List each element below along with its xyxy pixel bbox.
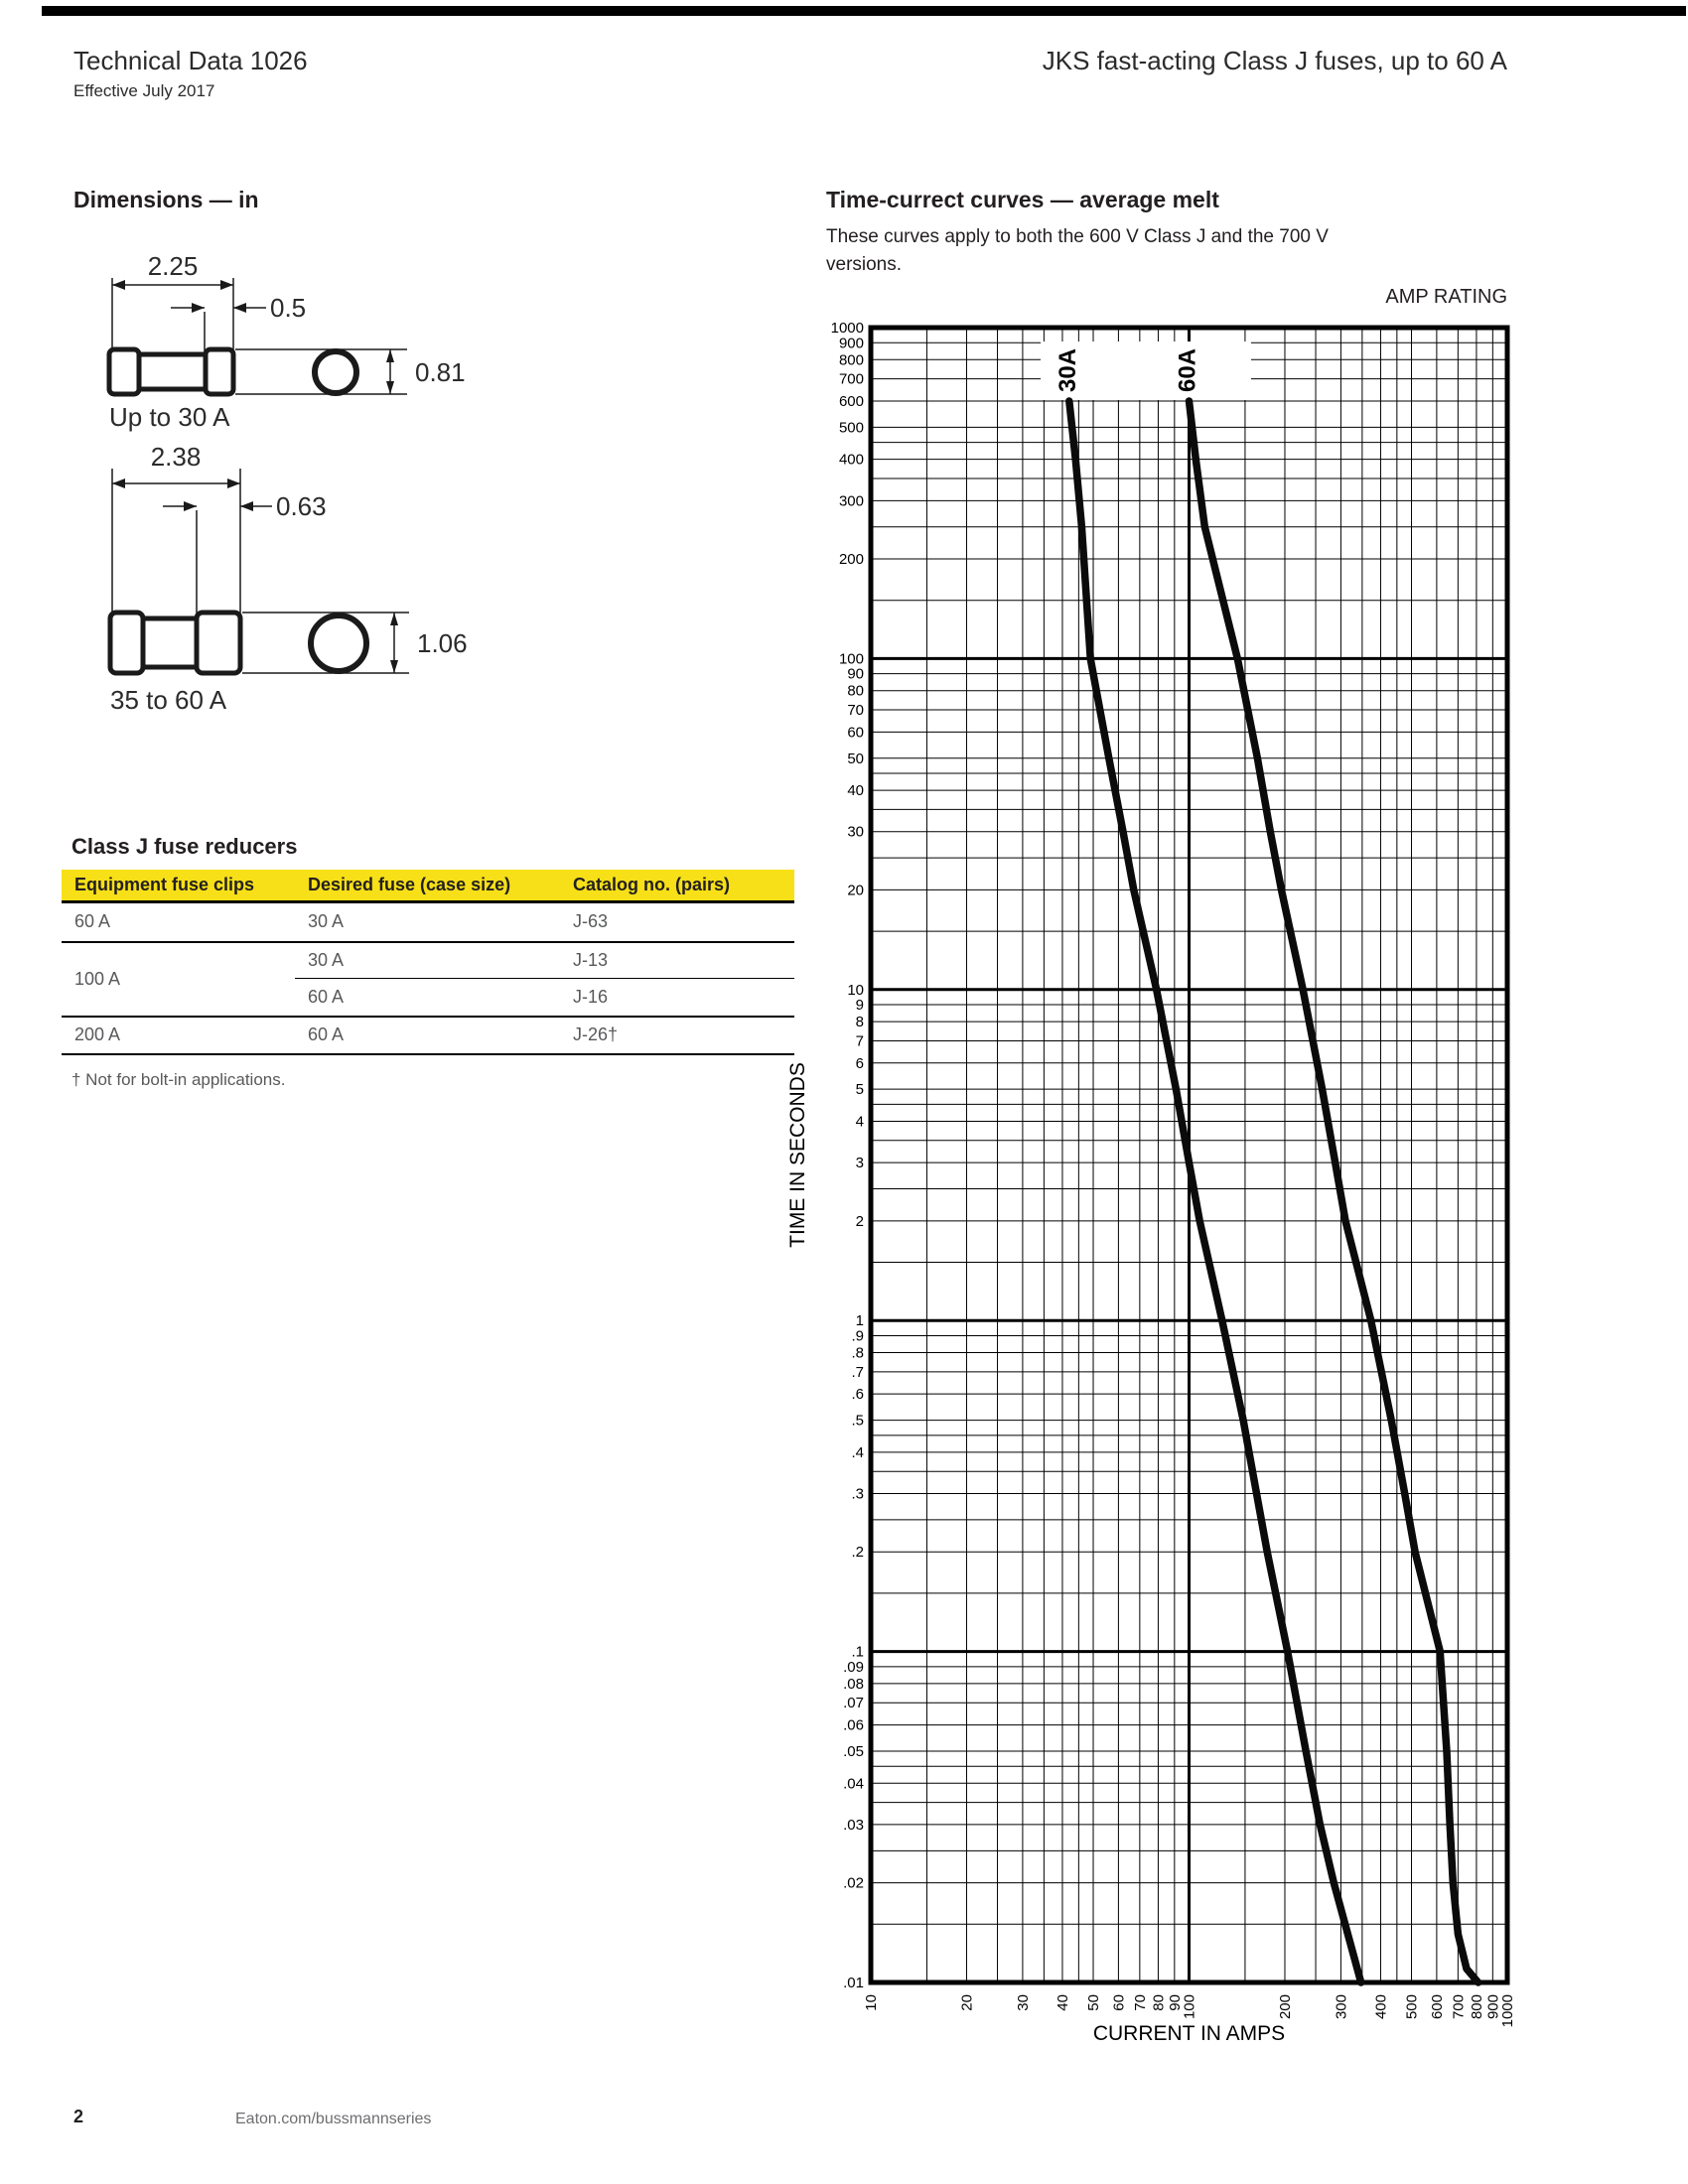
cell-clips: 100 A [62, 942, 295, 1017]
y-tick-8: 8 [855, 1014, 864, 1031]
fuse-end-view-circle [315, 351, 356, 393]
y-tick-6: 6 [855, 1054, 864, 1072]
fuse-body [143, 618, 197, 667]
cell-catalog: J-63 [560, 902, 794, 942]
dim-cap-label: 0.5 [270, 293, 307, 323]
x-tick-400: 400 [1372, 1994, 1390, 2020]
table-row [62, 942, 794, 979]
dim-diameter-label: 0.81 [415, 357, 466, 387]
dim-length-label: 2.25 [147, 251, 199, 281]
y-tick-80: 80 [847, 682, 864, 700]
cell-fuse: 60 A [295, 1017, 560, 1054]
y-tick-30: 30 [847, 823, 864, 841]
fuse-end-cap-right [197, 613, 240, 673]
y-tick-800: 800 [838, 351, 864, 369]
y-tick-3: 3 [855, 1155, 864, 1172]
y-tick-.9: .9 [851, 1327, 864, 1345]
y-tick-20: 20 [847, 882, 864, 899]
y-tick-.2: .2 [851, 1544, 864, 1562]
top-accent-bar [42, 6, 1686, 16]
curve-label-30A: 30A [1054, 347, 1081, 393]
y-tick-400: 400 [838, 451, 864, 469]
y-tick-700: 700 [838, 370, 864, 388]
table-header-row [62, 870, 794, 902]
x-tick-70: 70 [1131, 1994, 1149, 2011]
y-tick-.07: .07 [843, 1695, 864, 1712]
footer-url-link[interactable]: Eaton.com/bussmannseries [235, 2111, 432, 2127]
cell-catalog: J-13 [560, 942, 794, 979]
dim-diameter-label: 1.06 [417, 628, 468, 658]
x-tick-600: 600 [1428, 1994, 1446, 2020]
col-header-catalog: Catalog no. (pairs) [560, 870, 794, 902]
y-axis-title: TIME IN SECONDS [786, 1062, 809, 1248]
y-tick-90: 90 [847, 665, 864, 683]
page-number: 2 [73, 2107, 84, 2126]
y-tick-4: 4 [855, 1113, 864, 1131]
fuse-reducers-heading: Class J fuse reducers [71, 834, 298, 859]
melt-curve-60A [1190, 401, 1478, 1982]
fuse-end-cap-right [206, 349, 233, 394]
fuse-range-label: 35 to 60 A [110, 685, 227, 715]
x-tick-1000: 1000 [1499, 1994, 1516, 2028]
y-tick-9: 9 [855, 997, 864, 1015]
y-tick-.8: .8 [851, 1344, 864, 1362]
table-row [62, 1017, 794, 1054]
x-tick-800: 800 [1468, 1994, 1485, 2020]
x-tick-100: 100 [1181, 1994, 1198, 2020]
fuse-reducers-table [62, 870, 794, 1055]
y-tick-.02: .02 [843, 1874, 864, 1892]
dim-cap-label: 0.63 [276, 491, 327, 521]
y-tick-.01: .01 [843, 1975, 864, 1991]
y-tick-50: 50 [847, 750, 864, 767]
y-tick-.4: .4 [851, 1443, 864, 1461]
fuse-end-cap-left [109, 349, 139, 394]
y-tick-70: 70 [847, 702, 864, 720]
y-tick-60: 60 [847, 724, 864, 742]
y-tick-.03: .03 [843, 1816, 864, 1834]
y-tick-900: 900 [838, 335, 864, 352]
y-tick-300: 300 [838, 492, 864, 510]
chart-description-line1: These curves apply to both the 600 V Class J and the 700 V [826, 226, 1329, 247]
cell-catalog: J-16 [560, 979, 794, 1017]
x-tick-10: 10 [863, 1994, 880, 2011]
curve-label-60A: 60A [1174, 347, 1201, 393]
y-tick-40: 40 [847, 782, 864, 800]
y-tick-7: 7 [855, 1032, 864, 1050]
cell-clips: 60 A [62, 902, 295, 942]
fuse-diagram-up-to-30a [60, 238, 506, 447]
dimensions-heading: Dimensions — in [73, 187, 259, 212]
y-tick-.09: .09 [843, 1658, 864, 1676]
y-tick-.05: .05 [843, 1742, 864, 1760]
chart-description-line2: versions. [826, 254, 903, 275]
x-tick-60: 60 [1110, 1994, 1128, 2011]
melt-curve-30A [1069, 401, 1361, 1982]
dim-length-label: 2.38 [150, 442, 202, 472]
x-tick-90: 90 [1166, 1994, 1184, 2011]
col-header-fuse: Desired fuse (case size) [295, 870, 560, 902]
x-tick-700: 700 [1450, 1994, 1468, 2020]
y-tick-.6: .6 [851, 1386, 864, 1404]
y-tick-.04: .04 [843, 1775, 864, 1793]
x-tick-200: 200 [1276, 1994, 1294, 2020]
y-tick-.06: .06 [843, 1716, 864, 1734]
y-tick-.5: .5 [851, 1412, 864, 1430]
x-tick-300: 300 [1333, 1994, 1350, 2020]
x-axis-title: CURRENT IN AMPS [1092, 2022, 1286, 2045]
y-tick-.7: .7 [851, 1363, 864, 1381]
y-tick-1000: 1000 [830, 320, 864, 337]
fuse-range-label: Up to 30 A [109, 402, 230, 432]
fuse-end-view-circle [311, 615, 366, 671]
chart-heading: Time-currect curves — average melt [826, 187, 1219, 212]
cell-catalog: J-26† [560, 1017, 794, 1054]
cell-fuse: 30 A [295, 942, 560, 979]
fuse-end-cap-left [110, 613, 143, 673]
time-current-chart-svg [774, 278, 1549, 2070]
y-tick-.08: .08 [843, 1675, 864, 1693]
fuse-body [139, 354, 206, 389]
y-tick-100: 100 [838, 650, 864, 668]
y-tick-5: 5 [855, 1081, 864, 1099]
y-tick-200: 200 [838, 551, 864, 569]
product-title: JKS fast-acting Class J fuses, up to 60 A [1042, 46, 1507, 75]
x-tick-80: 80 [1150, 1994, 1168, 2011]
y-tick-1: 1 [855, 1312, 864, 1330]
fuse-diagram-35-to-60a [60, 427, 506, 715]
time-current-chart [774, 278, 1549, 2070]
y-tick-2: 2 [855, 1212, 864, 1230]
y-tick-.1: .1 [851, 1643, 864, 1661]
x-tick-500: 500 [1403, 1994, 1421, 2020]
doc-title: Technical Data 1026 [73, 46, 308, 75]
table-footnote: † Not for bolt-in applications. [71, 1070, 286, 1089]
x-tick-30: 30 [1014, 1994, 1032, 2011]
y-tick-10: 10 [847, 981, 864, 999]
table-row [62, 902, 794, 942]
x-tick-40: 40 [1054, 1994, 1071, 2011]
y-tick-.3: .3 [851, 1485, 864, 1503]
y-tick-500: 500 [838, 419, 864, 437]
effective-date: Effective July 2017 [73, 81, 215, 100]
x-tick-50: 50 [1085, 1994, 1103, 2011]
amp-rating-label: AMP RATING [1385, 286, 1507, 308]
cell-fuse: 60 A [295, 979, 560, 1017]
x-tick-900: 900 [1484, 1994, 1502, 2020]
cell-clips: 200 A [62, 1017, 295, 1054]
x-tick-20: 20 [958, 1994, 976, 2011]
y-tick-600: 600 [838, 392, 864, 410]
cell-fuse: 30 A [295, 902, 560, 942]
col-header-clips: Equipment fuse clips [62, 870, 295, 902]
